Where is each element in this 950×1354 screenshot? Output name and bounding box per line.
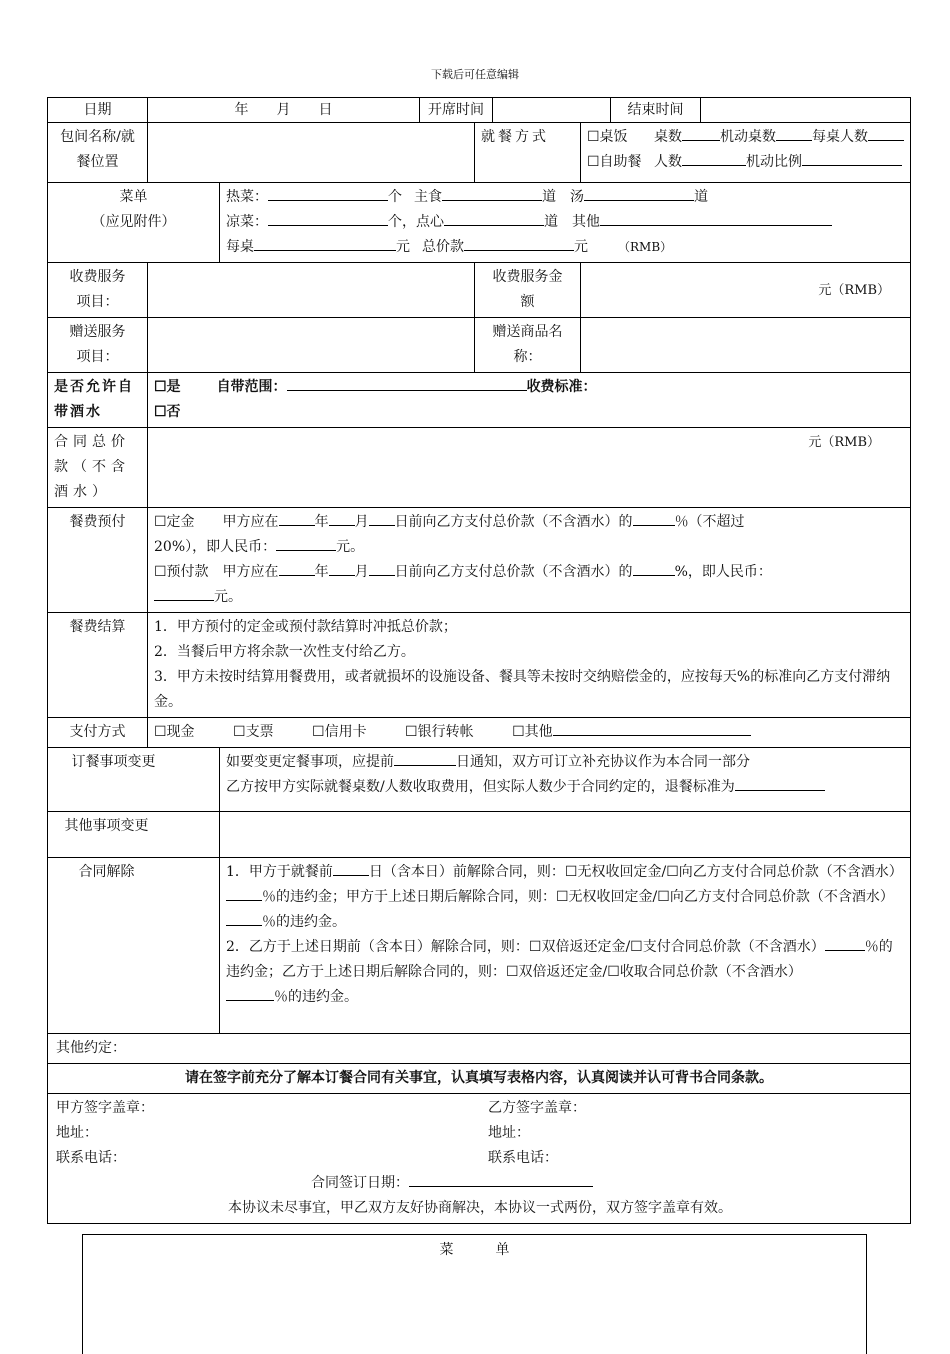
menu-row — [48, 183, 911, 263]
fee-label: 收费服务项目： — [48, 263, 148, 318]
fee-value[interactable] — [148, 263, 475, 318]
wine-label: 是否允许自带酒水 — [48, 373, 148, 428]
wine-options: ☐是 自带范围： 收费标准： ☐否 — [148, 373, 911, 428]
party-a-phone[interactable]: 联系电话： — [56, 1150, 126, 1166]
payment-row — [48, 718, 911, 748]
start-time-label: 开席时间 — [420, 98, 493, 123]
party-a-sign[interactable]: 甲方签字盖章： — [56, 1100, 154, 1116]
credit-card-checkbox[interactable]: ☐信用卡 — [312, 724, 367, 740]
cash-checkbox[interactable]: ☐现金 — [154, 724, 195, 740]
dining-method-label: 就餐方式 — [475, 123, 581, 183]
party-b-sign[interactable]: 乙方签字盖章： — [488, 1100, 586, 1116]
start-time-value[interactable] — [493, 98, 611, 123]
signature-block — [48, 1094, 911, 1224]
prepay-label: 餐费预付 — [48, 508, 148, 613]
other-change-row — [48, 812, 911, 858]
party-b-address[interactable]: 地址： — [488, 1125, 530, 1141]
bank-transfer-checkbox[interactable]: ☐银行转帐 — [405, 724, 474, 740]
change-row — [48, 748, 911, 812]
menu-title: 菜 单 — [439, 1242, 510, 1258]
menu-details: 热菜： 个 主食 道 汤 道 凉菜： 个，点心 道 其他 每桌 元 总价款 元 （RMB） — [220, 183, 911, 263]
party-a-address[interactable]: 地址： — [56, 1125, 98, 1141]
party-b-phone[interactable]: 联系电话： — [488, 1150, 558, 1166]
fee-row — [48, 263, 911, 318]
other-change-value[interactable] — [220, 812, 911, 858]
other-payment-checkbox[interactable]: ☐其他 — [512, 724, 553, 740]
cancel-row — [48, 858, 911, 1034]
gift-goods-value[interactable] — [581, 318, 911, 373]
change-content: 如要变更定餐事项，应提前 日通知，双方可订立补充协议作为本合同一部分 乙方按甲方实际就餐桌数/人数收取费用，但实际人数少于合同约定的，退餐标准为 — [220, 748, 911, 812]
menu-attachment-box — [82, 1234, 867, 1354]
total-value[interactable]: 元（RMB） — [148, 428, 911, 508]
room-row — [48, 123, 911, 183]
wine-yes-checkbox[interactable]: ☐是 — [154, 379, 181, 395]
gift-row — [48, 318, 911, 373]
prepay-row — [48, 508, 911, 613]
date-row — [48, 98, 911, 123]
end-time-label: 结束时间 — [611, 98, 701, 123]
room-label: 包间名称/就餐位置 — [48, 123, 148, 183]
footer-text: 本协议未尽事宜，甲乙双方友好协商解决，本协议一式两份，双方签字盖章有效。 — [228, 1200, 732, 1216]
prepay-content: ☐定金 甲方应在 年 月 日前向乙方支付总价款（不含酒水）的 ％（不超过 20%），即人民币： 元。 ☐预付款 甲方应在 年 月 日前向乙方支付总价款（不含酒水）的 %，即人民币： 元。 — [148, 508, 911, 613]
wine-no-checkbox[interactable]: ☐否 — [154, 404, 181, 420]
page-header: 下载后可任意编辑 — [431, 68, 519, 81]
buffet-checkbox[interactable]: ☐自助餐 — [587, 154, 642, 170]
change-label: 订餐事项变更 — [48, 748, 220, 812]
settle-row — [48, 613, 911, 718]
room-value[interactable] — [148, 123, 475, 183]
cancel-content: 1．甲方于就餐前 日（含本日）前解除合同，则：☐无权收回定金/☐向乙方支付合同总价款（不含酒水）％的违约金；甲方于上述日期后解除合同，则：☐无权收回定金/☐向乙方支付合同总价款（不含酒水）％的违约金。 2．乙方于上述日期前（含本日）解除合同，则：☐双倍返还定金/☐支付合同总价款（不含酒水） ％的违约金；乙方于上述日期后解除合同的，则：☐双倍返还定金/☐收取合同总价款（不含酒水） ％的违约金。 — [220, 858, 911, 1034]
contract-table — [47, 97, 911, 1224]
cancel-label: 合同解除 — [48, 858, 220, 1034]
notice-text: 请在签字前充分了解本订餐合同有关事宜，认真填写表格内容，认真阅读并认可背书合同条款。 — [48, 1064, 911, 1094]
gift-value[interactable] — [148, 318, 475, 373]
gift-label: 赠送服务项目： — [48, 318, 148, 373]
wine-row — [48, 373, 911, 428]
signature-row — [48, 1094, 911, 1224]
settle-content: 1．甲方预付的定金或预付款结算时冲抵总价款； 2．当餐后甲方将余款一次性支付给乙方。 3．甲方未按时结算用餐费用，或者就损坏的设施设备、餐具等未按时交纳赔偿金的，应按每天%的标准向乙方支付滞纳金。 — [148, 613, 911, 718]
check-checkbox[interactable]: ☐支票 — [233, 724, 274, 740]
payment-options — [148, 718, 911, 748]
dining-options: ☐桌饭 桌数 机动桌数 每桌人数 ☐自助餐 人数 机动比例 — [581, 123, 911, 183]
other-agreement-label: 其他约定： — [48, 1034, 911, 1064]
fee-amount-value[interactable]: 元（RMB） — [581, 263, 911, 318]
payment-label: 支付方式 — [48, 718, 148, 748]
end-time-value[interactable] — [701, 98, 911, 123]
gift-goods-label: 赠送商品名称： — [475, 318, 581, 373]
sign-date-label: 合同签订日期： — [311, 1175, 409, 1191]
buffet-table-checkbox[interactable]: ☐桌饭 — [587, 129, 628, 145]
notice-row — [48, 1064, 911, 1094]
sign-date-field[interactable] — [409, 1172, 593, 1187]
other-agreement-row — [48, 1034, 911, 1064]
deposit-checkbox[interactable]: ☐定金 甲方应在 — [154, 514, 279, 530]
other-change-label: 其他事项变更 — [48, 812, 220, 858]
date-label: 日期 — [48, 98, 148, 123]
menu-label: 菜单 （应见附件） — [48, 183, 220, 263]
settle-label: 餐费结算 — [48, 613, 148, 718]
fee-amount-label: 收费服务金额 — [475, 263, 581, 318]
date-value[interactable]: 年 月 日 — [148, 98, 420, 123]
total-row — [48, 428, 911, 508]
total-label: 合同总价款（不含酒水） — [48, 428, 148, 508]
prepayment-checkbox[interactable]: ☐预付款 甲方应在 — [154, 564, 279, 580]
